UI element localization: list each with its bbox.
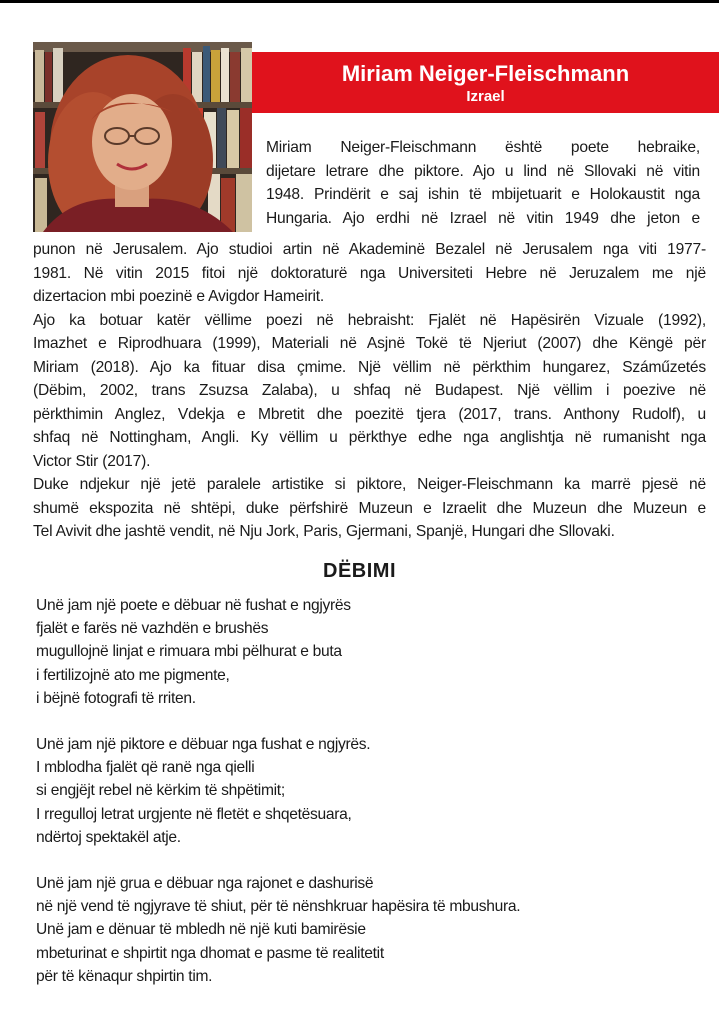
- bio-body: [33, 238, 706, 544]
- poem-title: DËBIMI: [323, 560, 396, 582]
- bio-line: shumë ekspozita në shtëpi, duke përfshirë Muzeun e Izraelit dhe Muzeun dhe Muzeun e: [33, 499, 706, 517]
- poem-line: ndërtoj spektakël atje.: [36, 828, 181, 846]
- poem-body: [36, 594, 696, 1011]
- author-banner: [252, 52, 719, 113]
- poem-line: në një vend të ngjyrave të shiut, për të nënshkruar hapësira të mbushura.: [36, 898, 521, 916]
- poem-line: Unë jam e dënuar të mbledh në një kuti bamirësie: [36, 921, 366, 939]
- bio-line: Victor Stir (2017).: [33, 452, 151, 470]
- bio-line: Miriam (2018). Ajo ka fituar disa çmime. Një vëllim në përkthim hungarez, Száműzetés: [33, 358, 706, 376]
- bio-line: Tel Avivit dhe jashtë vendit, në Nju Jork, Paris, Gjermani, Spanjë, Hungari dhe Sllovaki.: [33, 523, 615, 540]
- top-border: [0, 0, 719, 3]
- poem-line: I rregulloj letrat urgjente në fletët e shqetësuara,: [36, 805, 352, 823]
- poem-line: fjalët e farës në vazhdën e brushës: [36, 620, 269, 638]
- bio-intro: [266, 136, 700, 230]
- poem-line: i bëjnë fotografi të rriten.: [36, 689, 196, 707]
- bio-line: Ajo ka botuar katër vëllime poezi në hebraisht: Fjalët në Hapësirën Vizuale (1992),: [33, 311, 706, 329]
- bio-line: Imazhet e Riprodhuara (1999), Materiali në Asjnë Tokë të Njeriut (2007) dhe Këngë për: [33, 335, 706, 352]
- poem-line: mbeturinat e shpirtit nga dhomat e pasme të realitetit: [36, 944, 384, 962]
- poem-line: Unë jam një piktore e dëbuar nga fushat e ngjyrës.: [36, 736, 371, 754]
- author-name: Miriam Neiger-Fleischmann: [341, 61, 630, 86]
- poem-stanza: [36, 733, 696, 849]
- author-country: Izrael: [466, 88, 505, 105]
- author-photo: [33, 42, 252, 232]
- bio-line: (Dëbim, 2002, trans Zsuzsa Zalaba), u shfaq në Budapest. Një vëllim i poezive në: [33, 382, 706, 399]
- bio-line: dizertacion mbi poezinë e Avigdor Hameirit.: [33, 288, 325, 305]
- poem-line: Unë jam një grua e dëbuar nga rajonet e dashurisë: [36, 875, 374, 893]
- poem-line: mugullojnë linjat e rimuara mbi pëlhurat e buta: [36, 643, 342, 661]
- bio-line: 1948. Prindërit e saj ishin të mbijetuarit e Holokaustit nga: [266, 186, 700, 203]
- poem-line: Unë jam një poete e dëbuar në fushat e ngjyrës: [36, 597, 351, 614]
- bio-line: Miriam Neiger-Fleischmann është poete hebraike,: [266, 139, 700, 156]
- bio-line: punon në Jerusalem. Ajo studioi artin në Akademinë Bezalel në Jerusalem nga viti 1977-: [33, 241, 706, 258]
- poem-line: si engjëjt rebel në kërkim të shpëtimit;: [36, 782, 285, 800]
- bio-line: shfaq në Nottingham, Angli. Ky vëllim u përkthye edhe nga anglishtja në rumanisht nga: [33, 429, 706, 446]
- bio-line: Hungaria. Ajo erdhi në Izrael në vitin 1949 dhe jeton e: [266, 209, 700, 227]
- poem-line: I mblodha fjalët që ranë nga qielli: [36, 759, 255, 777]
- poem-stanza: [36, 594, 696, 710]
- poem-line: i fertilizojnë ato me pigmente,: [36, 666, 230, 684]
- poem-stanza: [36, 872, 696, 988]
- bio-line: Duke ndjekur një jetë paralele artistike si piktore, Neiger-Fleischmann ka marrë pjesë në: [33, 476, 706, 493]
- poem-line: për të kënaqur shpirtin tim.: [36, 967, 213, 985]
- bio-line: dijetare letrare dhe piktore. Ajo u lind në Sllovaki në vitin: [266, 162, 700, 180]
- bio-line: 1981. Në vitin 2015 fitoi një doktoraturë nga Universiteti Hebre në Jeruzalem me një: [33, 264, 706, 282]
- bio-line: përkthimin Anglez, Vdekja e Mbretit dhe poezitë tjera (2017, trans. Anthony Rudolf), u: [33, 405, 706, 423]
